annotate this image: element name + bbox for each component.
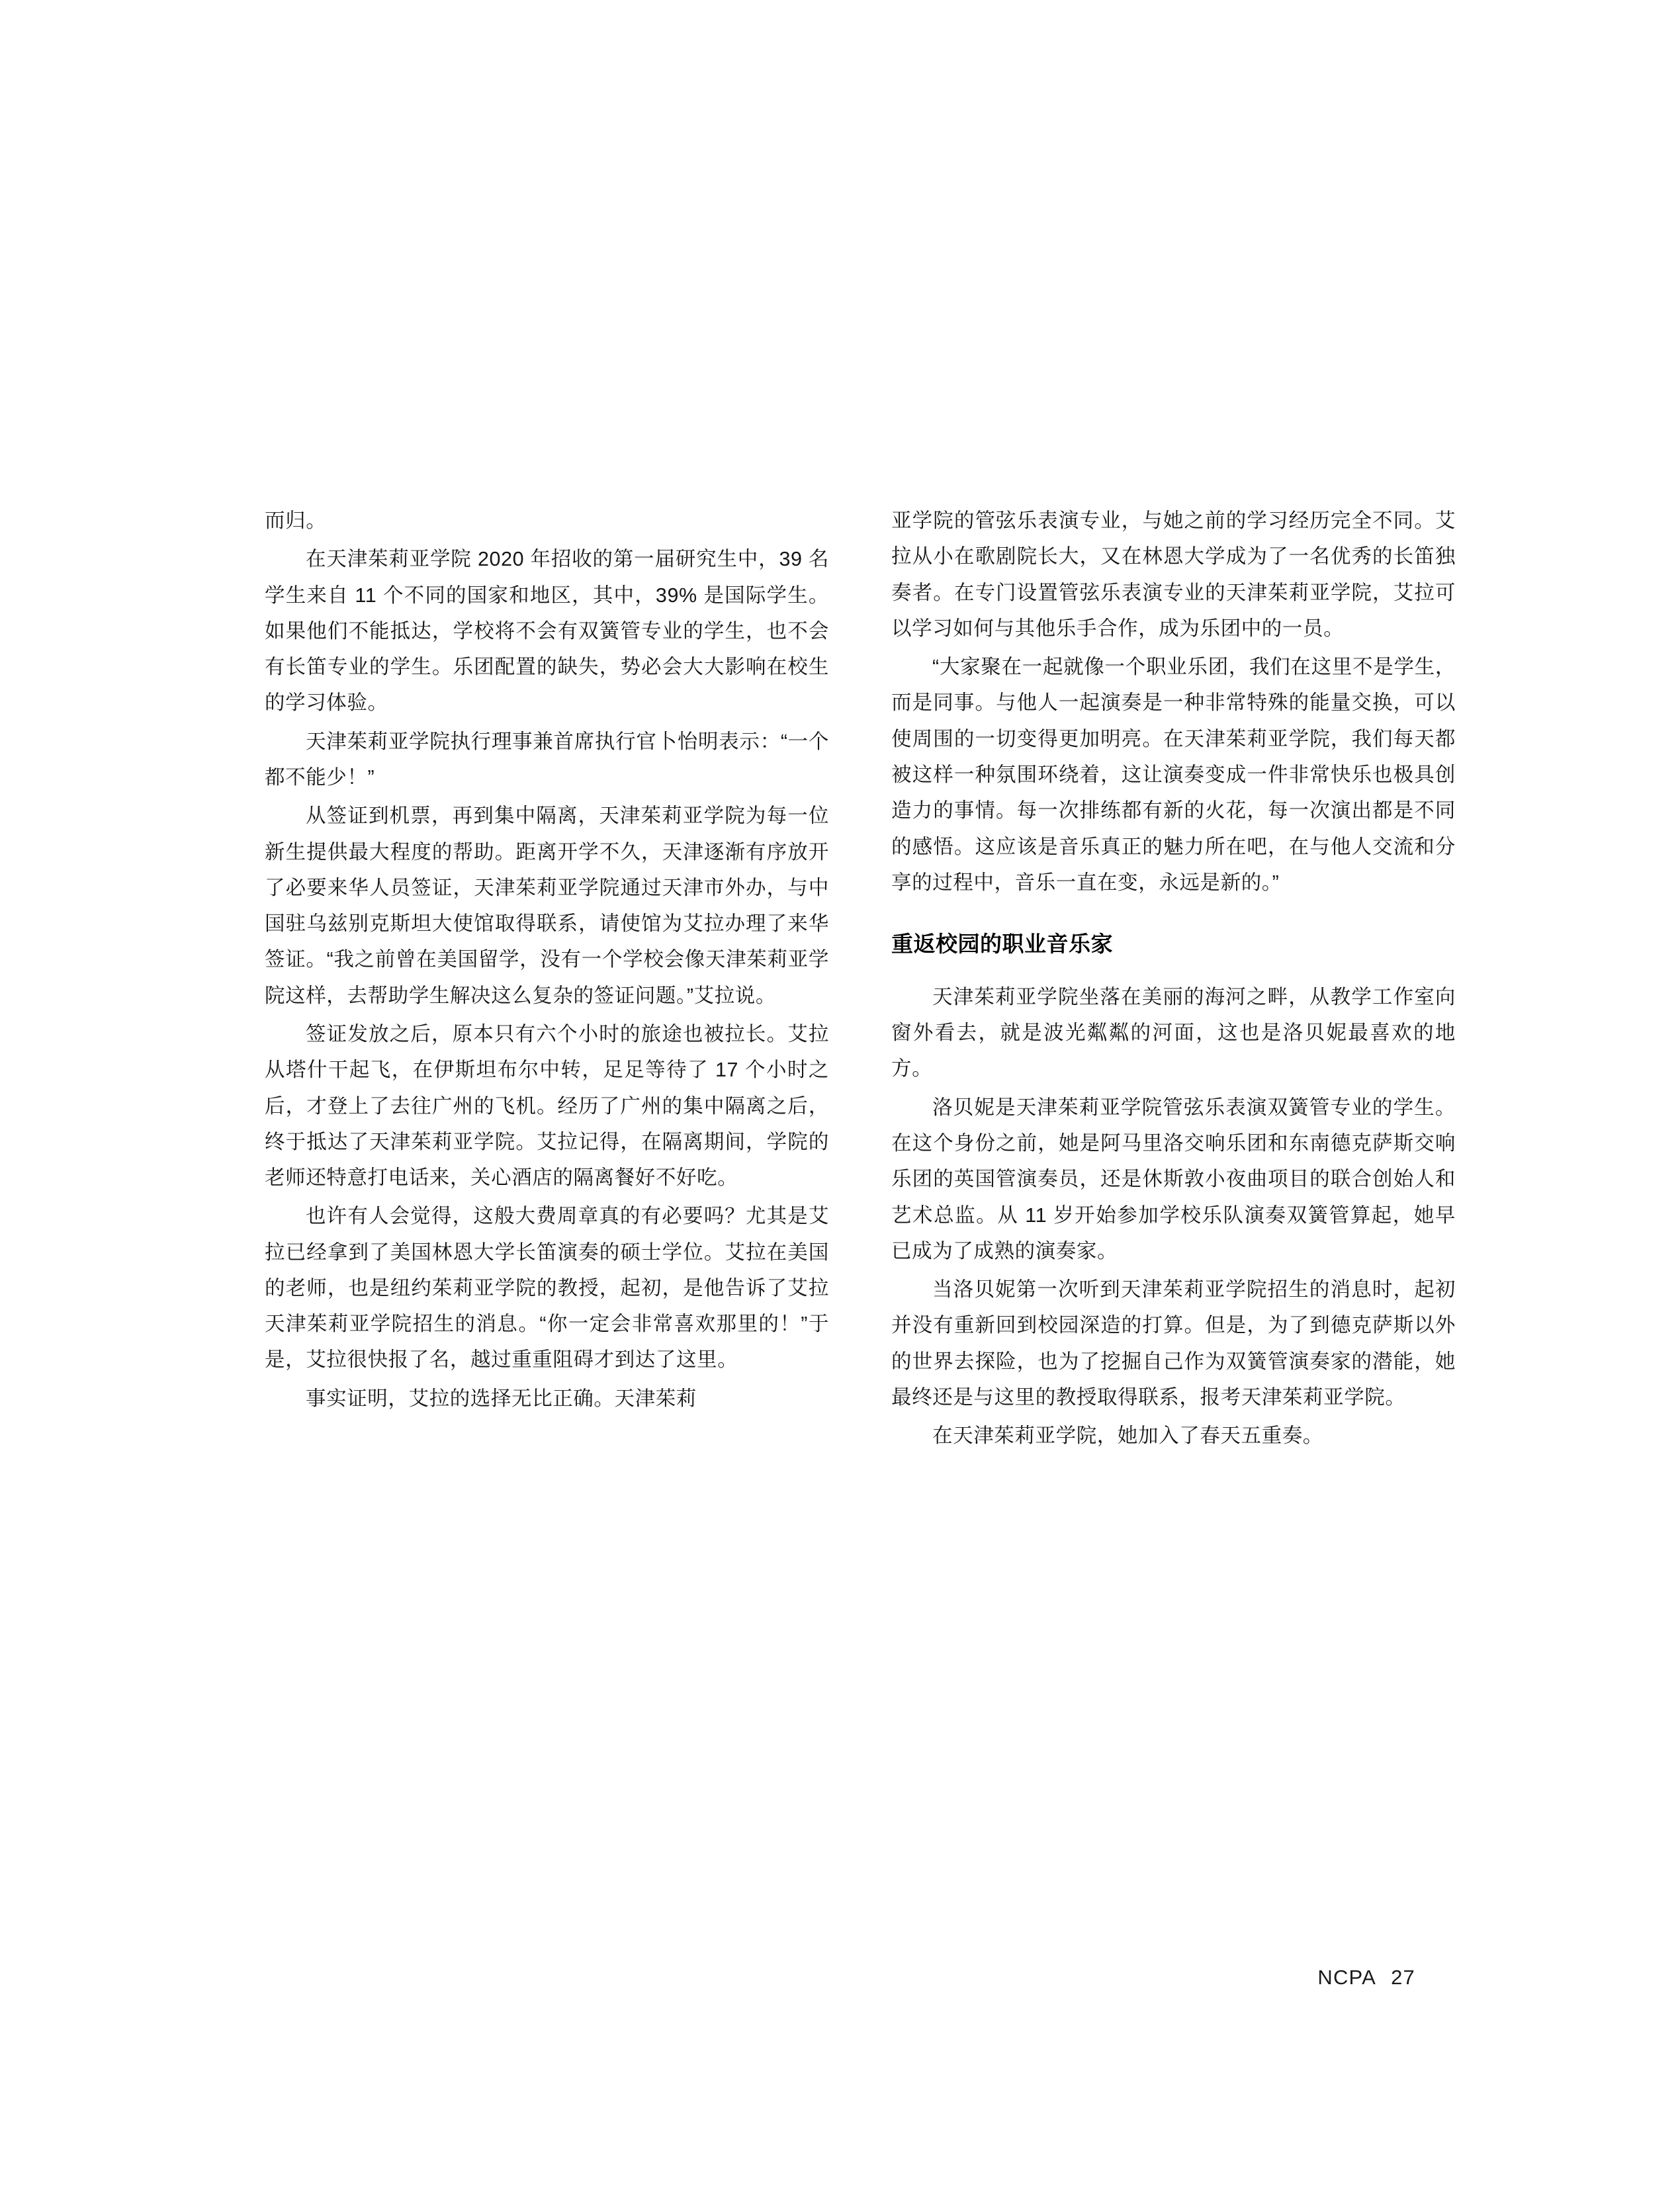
paragraph: 在天津茱莉亚学院，她加入了春天五重奏。	[932, 1424, 1323, 1448]
paragraph: 当洛贝妮第一次听到天津茱莉亚学院招生的消息时，起初并没有重新回到校园深造的打算。但是，为了到德克萨斯以外的世界去探险，也为了挖掘自己作为双簧管演奏家的潜能，她最终还是与这里的教授取得联系，报考天津茱莉亚学院。	[891, 1278, 1456, 1409]
paragraph: 天津茱莉亚学院坐落在美丽的海河之畔，从教学工作室向窗外看去，就是波光粼粼的河面，这也是洛贝妮最喜欢的地方。	[891, 985, 1456, 1080]
paragraph: 亚学院的管弦乐表演专业，与她之前的学习经历完全不同。艾拉从小在歌剧院长大，又在林恩大学成为了一名优秀的长笛独奏者。在专门设置管弦乐表演专业的天津茱莉亚学院，艾拉可以学习如何与其他乐手合作，成为乐团中的一员。	[891, 509, 1456, 640]
paragraph: 天津茱莉亚学院执行理事兼首席执行官卜怡明表示：“一个都不能少！”	[265, 730, 829, 789]
page-number: 27	[1391, 1966, 1415, 1989]
paragraph: 洛贝妮是天津茱莉亚学院管弦乐表演双簧管专业的学生。在这个身份之前，她是阿马里洛交响乐团和东南德克萨斯交响乐团的英国管演奏员，还是休斯敦小夜曲项目的联合创始人和艺术总监。从 11 岁开始参加学校乐队演奏双簧管算起，她早已成为了成熟的演奏家。	[891, 1096, 1456, 1262]
paragraph: 从签证到机票，再到集中隔离，天津茱莉亚学院为每一位新生提供最大程度的帮助。距离开学不久，天津逐渐有序放开了必要来华人员签证，天津茱莉亚学院通过天津市外办，与中国驻乌兹别克斯坦大使馆取得联系，请使馆为艾拉办理了来华签证。“我之前曾在美国留学，没有一个学校会像天津茱莉亚学院这样，去帮助学生解决这么复杂的签证问题。”艾拉说。	[265, 805, 829, 1007]
two-column-layout	[265, 503, 1456, 1457]
paragraph: 也许有人会觉得，这般大费周章真的有必要吗？尤其是艾拉已经拿到了美国林恩大学长笛演奏的硕士学位。艾拉在美国的老师，也是纽约茱莉亚学院的教授，起初，是他告诉了艾拉天津茱莉亚学院招生的消息。“你一定会非常喜欢那里的！”于是，艾拉很快报了名，越过重重阻碍才到达了这里。	[265, 1205, 829, 1372]
paragraph: 事实证明，艾拉的选择无比正确。天津茱莉	[306, 1387, 697, 1410]
publication-name: NCPA	[1317, 1966, 1376, 1989]
right-text-column	[891, 503, 1456, 1457]
paragraph: 而归。	[265, 509, 327, 532]
paragraph: 签证发放之后，原本只有六个小时的旅途也被拉长。艾拉从塔什干起飞，在伊斯坦布尔中转，足足等待了 17 个小时之后，才登上了去往广州的飞机。经历了广州的集中隔离之后，终于抵达了天津茱莉亚学院。艾拉记得，在隔离期间，学院的老师还特意打电话来，关心酒店的隔离餐好不好吃。	[265, 1022, 829, 1190]
paragraph: 在天津茱莉亚学院 2020 年招收的第一届研究生中，39 名学生来自 11 个不同的国家和地区，其中，39% 是国际学生。如果他们不能抵达，学校将不会有双簧管专业的学生，也不会有长笛专业的学生。乐团配置的缺失，势必会大大影响在校生的学习体验。	[265, 548, 829, 715]
paragraph: “大家聚在一起就像一个职业乐团，我们在这里不是学生，而是同事。与他人一起演奏是一种非常特殊的能量交换，可以使周围的一切变得更加明亮。在天津茱莉亚学院，我们每天都被这样一种氛围环绕着，这让演奏变成一件非常快乐也极具创造力的事情。每一次排练都有新的火花，每一次演出都是不同的感悟。这应该是音乐真正的魅力所在吧，在与他人交流和分享的过程中，音乐一直在变，永远是新的。”	[891, 656, 1456, 894]
page-content	[265, 503, 1456, 1457]
left-text-column	[265, 503, 829, 1457]
section-heading: 重返校园的职业音乐家	[891, 932, 1113, 957]
page-footer	[1317, 1966, 1415, 1990]
